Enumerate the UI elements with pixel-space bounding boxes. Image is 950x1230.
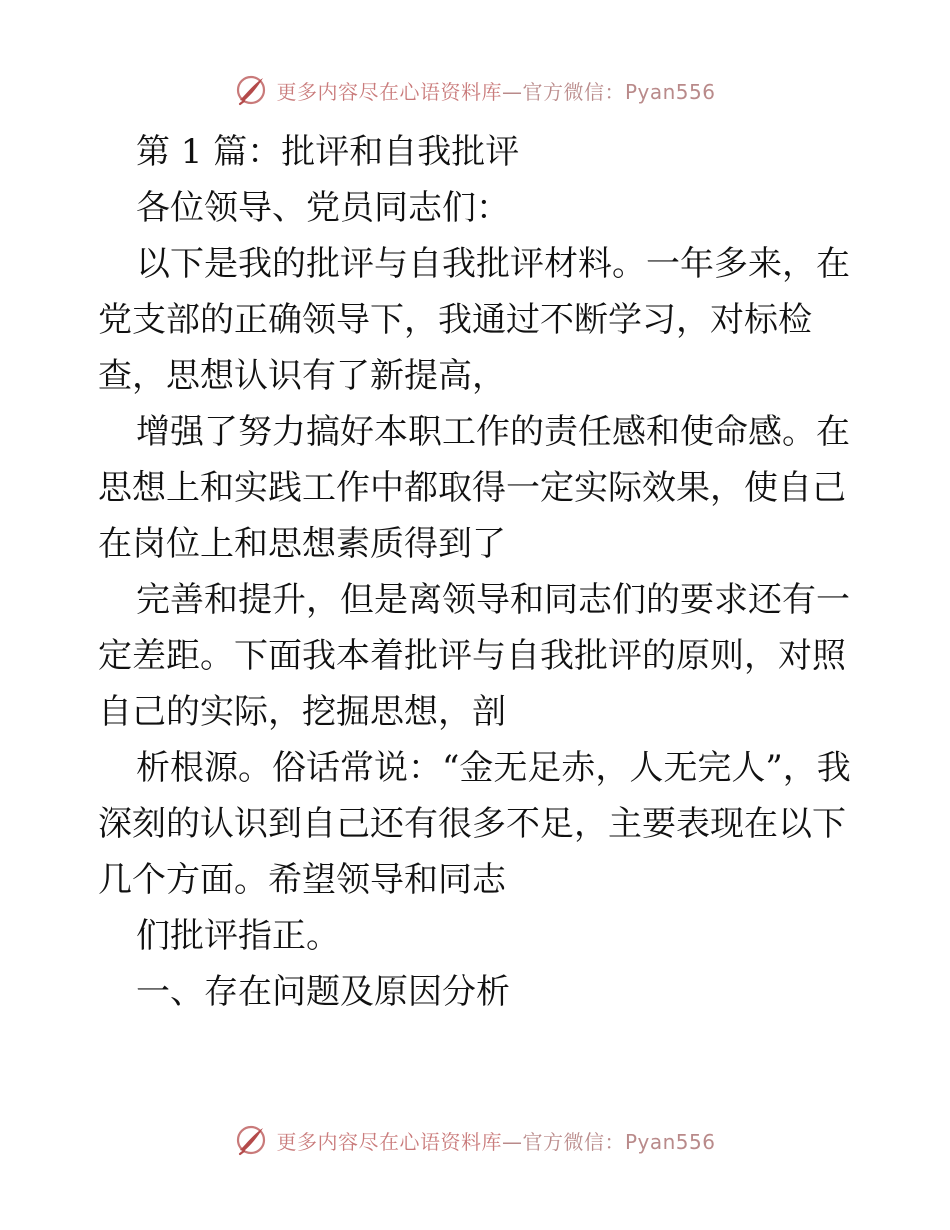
footer-watermark xyxy=(0,1120,950,1160)
document-title: 第 1 篇：批评和自我批评 xyxy=(136,132,520,172)
section-heading: 一、存在问题及原因分析 xyxy=(136,972,510,1012)
watermark-text-right: —官方微信：Pyan556 xyxy=(501,79,716,104)
greeting-line: 各位领导、党员同志们： xyxy=(136,188,510,228)
paragraph-5: 们批评指正。 xyxy=(136,916,340,956)
feather-pen-seal-icon xyxy=(234,1123,268,1157)
watermark-text xyxy=(276,76,715,105)
paragraph-2: 增强了努力搞好本职工作的责任感和使命感。在思想上和实践工作中都取得一定实际效果，使自己在岗位上和思想素质得到了 xyxy=(98,412,850,564)
document-content xyxy=(98,124,858,1020)
watermark-text-left: 更多内容尽在心语资料库 xyxy=(276,1129,502,1154)
paragraph-1: 以下是我的批评与自我批评材料。一年多来，在党支部的正确领导下，我通过不断学习，对标检查，思想认识有了新提高， xyxy=(98,244,850,396)
watermark-text-left: 更多内容尽在心语资料库 xyxy=(276,79,502,104)
paragraph-4: 析根源。俗话常说：“金无足赤，人无完人”，我深刻的认识到自己还有很多不足，主要表现在以下几个方面。希望领导和同志 xyxy=(98,748,851,900)
watermark-text-right: —官方微信：Pyan556 xyxy=(501,1129,716,1154)
watermark-text xyxy=(276,1126,715,1155)
feather-pen-seal-icon xyxy=(234,73,268,107)
header-watermark xyxy=(0,70,950,110)
paragraph-3: 完善和提升，但是离领导和同志们的要求还有一定差距。下面我本着批评与自我批评的原则，对照自己的实际，挖掘思想，剖 xyxy=(98,580,850,732)
